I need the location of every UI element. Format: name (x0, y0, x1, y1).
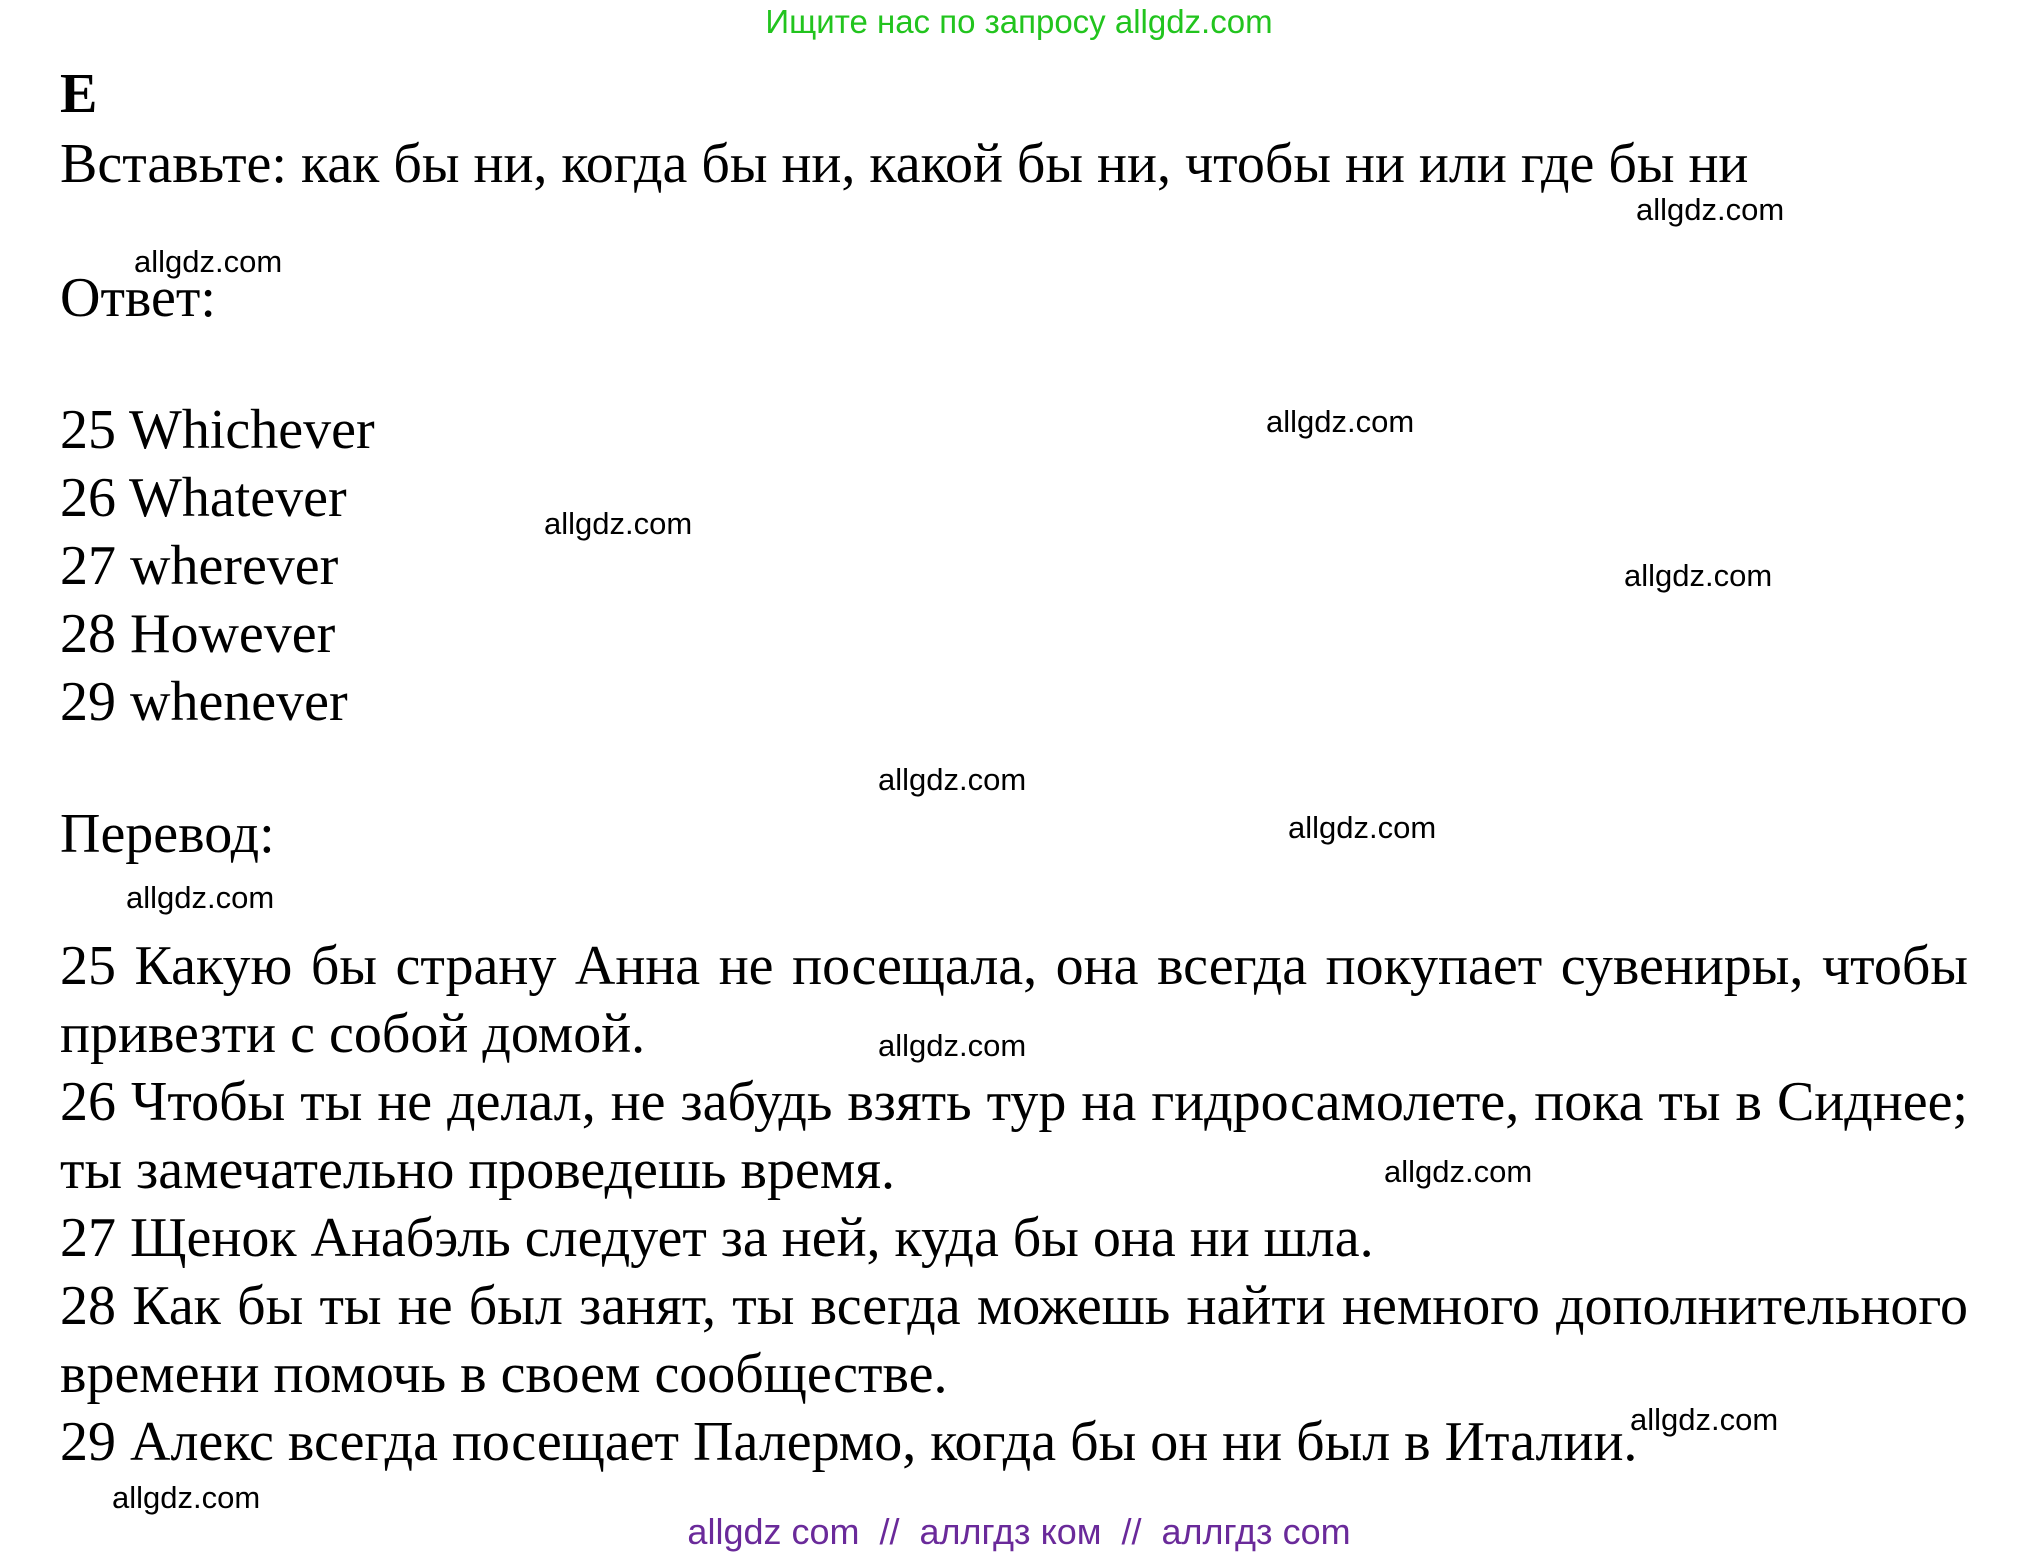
translation-item: 28 Как бы ты не был занят, ты всегда можешь найти немного дополнительного времени помочь в своем сообществе. (60, 1275, 1968, 1405)
answer-item: 26 Whatever (60, 467, 347, 529)
watermark: allgdz.com (1266, 404, 1415, 439)
translation-item: 25 Какую бы страну Анна не посещала, она всегда покупает сувениры, чтобы привезти с собой домой. (60, 935, 1968, 1065)
translation-item: 29 Алекс всегда посещает Палермо, когда бы он ни был в Италии. (60, 1411, 1638, 1473)
watermark: allgdz.com (112, 1480, 261, 1515)
translation-label: Перевод: (60, 803, 275, 865)
watermark: allgdz.com (134, 244, 283, 279)
instruction-text: Вставьте: как бы ни, когда бы ни, какой бы ни, чтобы ни или где бы ни (60, 133, 1749, 195)
top-banner: Ищите нас по запросу allgdz.com (765, 3, 1273, 40)
answer-label: Ответ: (60, 267, 216, 329)
watermark: allgdz.com (1636, 192, 1785, 227)
watermark: allgdz.com (126, 880, 275, 915)
footer-banner: allgdz com // аллгдз ком // аллгдз com (687, 1511, 1351, 1552)
watermark: allgdz.com (878, 1028, 1027, 1063)
answer-item: 29 whenever (60, 671, 348, 733)
translation-item: 26 Чтобы ты не делал, не забудь взять тур на гидросамолете, пока ты в Сиднее; ты замечательно проведешь время. (60, 1071, 1968, 1201)
watermark: allgdz.com (1384, 1154, 1533, 1189)
watermark: allgdz.com (1630, 1402, 1779, 1437)
answer-item: 25 Whichever (60, 399, 375, 461)
watermark: allgdz.com (1288, 810, 1437, 845)
section-letter: E (60, 63, 98, 125)
translation-item: 27 Щенок Анабэль следует за ней, куда бы она ни шла. (60, 1207, 1374, 1269)
answer-item: 27 wherever (60, 535, 339, 597)
watermark: allgdz.com (878, 762, 1027, 797)
watermark: allgdz.com (1624, 558, 1773, 593)
translation-list (60, 932, 1968, 1476)
answer-item: 28 However (60, 603, 336, 665)
watermark: allgdz.com (544, 506, 693, 541)
